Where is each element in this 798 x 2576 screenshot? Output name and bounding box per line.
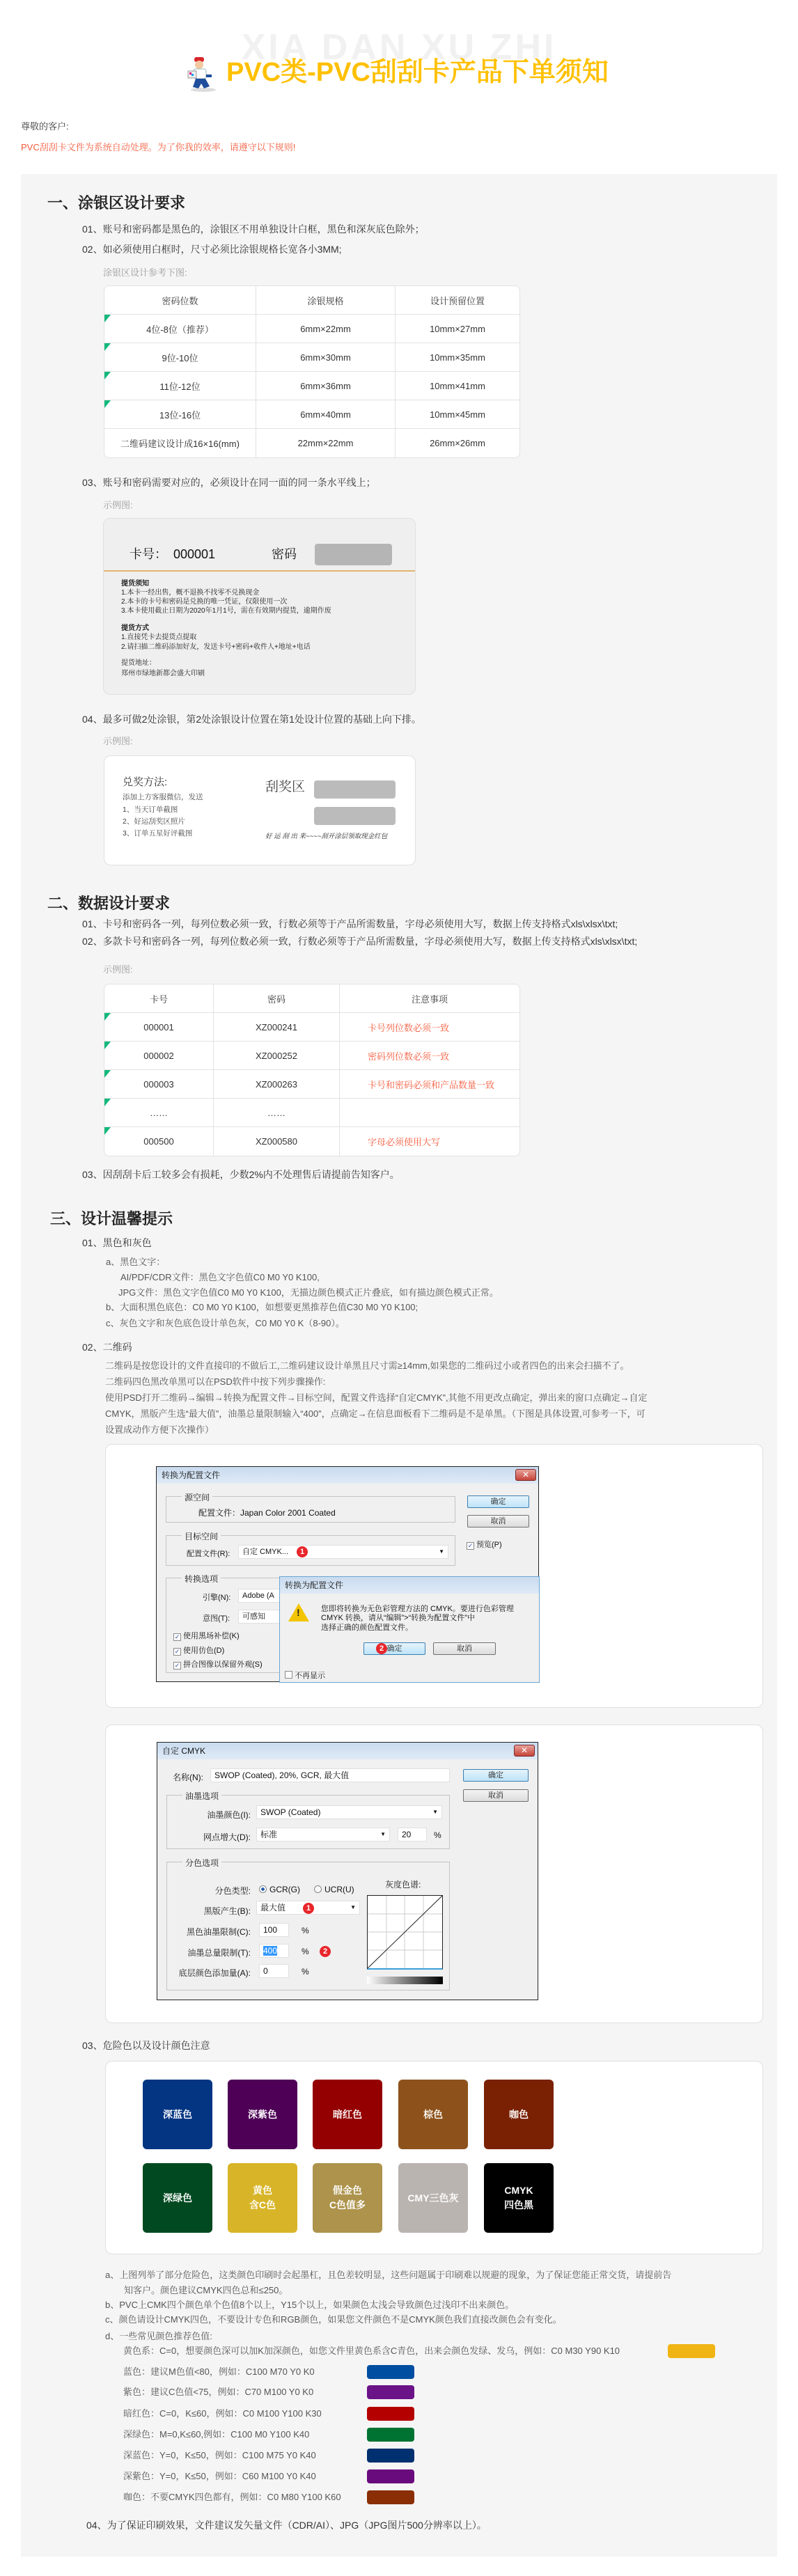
target-profile-select[interactable]	[238, 1545, 448, 1559]
gray-ramp-graph	[367, 1895, 443, 1970]
percent-sign: %	[302, 1947, 309, 1956]
cell-text: 000001	[143, 1021, 174, 1032]
total-ink-limit-label: 油墨总量限制(T):	[187, 1948, 251, 1958]
cell: 卡号列位数必须一致	[340, 1013, 519, 1042]
black-generation-label: 黑版产生(B):	[203, 1906, 251, 1916]
color-swatch	[143, 2080, 212, 2149]
cell	[104, 1013, 214, 1042]
watermark: XIA DAN XU ZHI	[241, 27, 557, 68]
notice-line: 3.本卡使用截止日期为2020年1月1号，需在有效期内提货，逾期作废	[121, 607, 331, 615]
color-sample	[367, 2449, 414, 2463]
table-row	[104, 429, 519, 457]
color-swatch	[398, 2163, 468, 2233]
color-swatch	[484, 2080, 554, 2149]
color-recommendation: 紫色：建议C色值<75，例如：C70 M100 Y0 K0	[123, 2387, 314, 2397]
swatch-label: 棕色	[423, 2108, 443, 2120]
table-row	[104, 400, 519, 429]
p01-c: c、灰色文字和灰色底色设计单色灰，C0 M0 Y0 K（8-90）。	[106, 1318, 345, 1328]
color-recommendation: 暗红色：C=0，K≤60，例如：C0 M100 Y100 K30	[123, 2408, 322, 2419]
greeting: 尊敬的客户:	[21, 121, 69, 132]
corner-marker	[104, 372, 111, 379]
mascot-icon	[185, 56, 222, 92]
notice-text: PVC刮刮卡文件为系统自动处理。为了你我的效率，请遵守以下规则!	[21, 142, 296, 152]
cell	[104, 343, 256, 372]
example-label: 示例图:	[103, 500, 133, 510]
swatch-label: CMYK	[504, 2185, 533, 2196]
checkbox-checked-icon: ✓	[174, 1633, 180, 1640]
dialog-title: 自定 CMYK	[162, 1746, 206, 1756]
black-ink-limit-label: 黑色油墨限制(C):	[187, 1927, 251, 1937]
dropdown-arrow-icon: ▼	[350, 1904, 356, 1910]
p03-title: 03、危险色以及设计颜色注意	[82, 2040, 210, 2051]
p01-b: b、大面积黑色底色：C0 M0 Y0 K100，如想要更黑推荐色值C30 M0 Y0 K100;	[106, 1302, 418, 1312]
gcr-radio[interactable]	[259, 1885, 300, 1894]
radio-selected-icon	[259, 1885, 267, 1893]
cell: 二维码建议设计成16×16(mm)	[104, 429, 256, 457]
source-profile: 配置文件：Japan Color 2001 Coated	[198, 1508, 336, 1518]
dot-gain-label: 网点增大(D):	[203, 1832, 251, 1842]
swatch-label: 暗红色	[333, 2108, 362, 2120]
silver-spec-table	[104, 285, 520, 458]
s1-ref-label: 涂银区设计参考下图:	[103, 267, 187, 278]
dialog-title: 转换为配置文件	[162, 1470, 221, 1480]
percent-sign: %	[302, 1967, 309, 1977]
ok-button[interactable]: 确定	[463, 1769, 529, 1782]
redeem-step: 3、订单五星好评截图	[123, 829, 193, 838]
select-value: 标准	[260, 1830, 278, 1839]
col-header: 卡号	[104, 984, 214, 1013]
radio-label: UCR(U)	[324, 1885, 354, 1894]
gray-ramp-label: 灰度色谱:	[385, 1880, 421, 1890]
cell	[104, 1099, 214, 1127]
total-ink-limit-input[interactable]	[259, 1944, 289, 1958]
cell	[104, 400, 256, 429]
s1-item02: 02、如必须使用白框时，尺寸必须比涂银规格长宽各小3MM;	[82, 244, 342, 255]
gold-divider	[104, 570, 415, 572]
cell	[104, 1127, 214, 1156]
black-ink-limit-input[interactable]: 100	[259, 1923, 289, 1937]
checkbox-checked-icon: ✓	[174, 1648, 180, 1655]
table-header	[104, 286, 519, 315]
example-card-2	[104, 755, 416, 865]
swatch-label: CMY三色灰	[407, 2192, 459, 2204]
warning-icon: !	[288, 1603, 309, 1621]
swatch-label: 含C色	[249, 2199, 276, 2210]
separation-type-label: 分色类型:	[214, 1886, 251, 1896]
alert-titlebar	[280, 1577, 539, 1594]
cancel-button[interactable]: 取消	[463, 1789, 529, 1802]
table-row	[104, 1013, 519, 1042]
p01-a1: AI/PDF/CDR文件：黑色文字色值C0 M0 Y0 K100,	[120, 1272, 320, 1282]
address: 郑州市绿地新都会盛大印刷	[121, 670, 205, 677]
color-recommendation: 深紫色：Y=0，K≤50，例如：C60 M100 Y0 K40	[123, 2471, 316, 2481]
cell	[104, 1070, 214, 1099]
cell: 6mm×30mm	[256, 343, 396, 372]
black-point-checkbox[interactable]	[173, 1630, 240, 1641]
source-space-group	[166, 1493, 455, 1523]
preview-checkbox[interactable]	[467, 1539, 502, 1550]
section2-heading: 二、数据设计要求	[47, 895, 171, 912]
card-no-label: 卡号：	[130, 547, 167, 561]
note-d: d、一些常见颜色推荐色值:	[105, 2331, 212, 2341]
cell: 10mm×35mm	[396, 343, 519, 372]
color-swatch	[228, 2163, 297, 2233]
table-row	[104, 343, 519, 372]
corner-marker	[104, 1099, 111, 1106]
note-a-cont: 知客户。颜色建议CMYK四色总和≤250。	[124, 2285, 288, 2295]
table-row	[104, 1070, 519, 1099]
p01-a2: JPG文件：黑色文字色值C0 M0 Y0 K100，无描边颜色模式正片叠底，如有描边颜色模式正常。	[118, 1287, 499, 1298]
table-row	[104, 1099, 519, 1127]
note-a: a、上图列举了部分危险色，这类颜色印刷时会起墨杠，且色差较明显，这些问题属于印刷难以规避的现象，为了保证您能正常交货，请提前告	[105, 2270, 672, 2280]
p02-title: 02、二维码	[82, 1342, 132, 1353]
swatch-label: 咖色	[509, 2108, 529, 2120]
cell: XZ000580	[214, 1127, 340, 1156]
notice-line: 2.本卡的卡号和密码是兑换的唯一凭证，仅限使用一次	[121, 598, 288, 606]
select-value: Adobe (A	[242, 1592, 274, 1600]
alert-title: 转换为配置文件	[285, 1580, 344, 1590]
s2-item03: 03、因刮刮卡后工较多会有损耗，少数2%内不处理售后请提前告知客户。	[82, 1169, 400, 1180]
note-b: b、PVC上CMK四个颜色单个色值8个以上，Y15个以上，如果颜色太浅会导致颜色过浅印不出来颜色。	[105, 2300, 515, 2310]
redeem-intro: 添加上方客服微信，发送	[123, 793, 203, 801]
col-header: 设计预留位置	[396, 286, 519, 315]
dither-checkbox[interactable]	[173, 1644, 224, 1656]
cell-text: 11位-12位	[159, 381, 201, 392]
page-title: PVC类-PVC刮刮卡产品下单须知	[226, 58, 609, 87]
p04-text: 04、为了保证印刷效果，文件建议发矢量文件（CDR/AI）、JPG（JPG图片500分辨率以上）。	[86, 2520, 487, 2531]
alert-message-line: 选择正确的颜色配置文件。	[321, 1624, 413, 1632]
group-legend: 源空间	[182, 1491, 212, 1503]
color-sample	[367, 2469, 414, 2483]
selected-value: 400	[263, 1946, 278, 1956]
cell: XZ000263	[214, 1070, 340, 1099]
corner-marker	[104, 400, 111, 408]
cell: ……	[214, 1099, 340, 1127]
example-label: 示例图:	[103, 736, 133, 746]
swatch-label: 四色黑	[504, 2199, 533, 2210]
dialog-titlebar	[157, 1743, 538, 1759]
step-badge: 2	[320, 1946, 331, 1957]
group-legend: 油墨选项	[182, 1790, 221, 1802]
step-badge: 2	[376, 1643, 387, 1654]
preview-label: 预览(P)	[476, 1541, 502, 1549]
cell-text: 4位-8位（推荐）	[146, 324, 214, 335]
dropdown-arrow-icon: ▼	[432, 1809, 438, 1815]
select-value: SWOP (Coated)	[260, 1807, 321, 1817]
notice-line: 1.本卡一经出售，概不退换不找零不兑换现金	[121, 589, 260, 597]
cell-text: 000002	[143, 1050, 174, 1061]
alert-ok-button[interactable]: 确定	[363, 1642, 425, 1655]
scratch-area	[314, 780, 396, 799]
swatch-label: 假金色	[333, 2185, 362, 2196]
cell: 6mm×22mm	[256, 315, 396, 343]
p01-title: 01、黑色和灰色	[82, 1237, 152, 1248]
group-legend: 分色选项	[182, 1857, 221, 1869]
color-sample	[367, 2385, 414, 2399]
col-header: 密码位数	[104, 286, 256, 315]
name-input[interactable]: SWOP (Coated), 20%, GCR, 最大值	[210, 1768, 450, 1782]
cell-text: 13位-16位	[159, 409, 201, 421]
table-row	[104, 1042, 519, 1070]
step-badge: 1	[297, 1546, 308, 1557]
dialog-titlebar	[157, 1467, 538, 1484]
color-swatch	[313, 2163, 382, 2233]
cell: XZ000252	[214, 1042, 340, 1070]
notice-title: 提货须知	[121, 580, 149, 588]
color-recommendation: 深绿色：M=0,K≤60,例如：C100 M0 Y100 K40	[123, 2429, 310, 2440]
example-label: 示例图:	[103, 964, 133, 975]
redeem-step: 2、好运刮奖区照片	[123, 817, 185, 826]
checkbox-label: 不再显示	[295, 1672, 325, 1680]
section3-heading: 三、设计温馨提示	[50, 1210, 173, 1227]
convert-profile-dialog	[156, 1466, 539, 1682]
checkbox-checked-icon: ✓	[467, 1542, 474, 1549]
address-title: 提货地址：	[121, 659, 156, 667]
s1-item03: 03、账号和密码需要对应的，必须设计在同一面的同一条水平线上；	[82, 477, 376, 488]
ucr-radio[interactable]	[314, 1885, 354, 1894]
cell-text: ……	[150, 1107, 168, 1118]
scratch-label: 刮奖区	[265, 780, 306, 794]
cell	[104, 372, 256, 400]
swatch-label: 深绿色	[163, 2192, 192, 2204]
corner-marker	[104, 343, 111, 351]
intent-label: 意图(T):	[203, 1615, 230, 1623]
dont-show-checkbox[interactable]	[285, 1670, 325, 1681]
redeem-step: 1、当天订单截图	[123, 806, 178, 814]
s1-item01: 01、账号和密码都是黑色的，涂银区不用单独设计白框，黑色和深灰底色除外；	[82, 223, 425, 235]
cancel-button[interactable]: 取消	[467, 1515, 529, 1527]
select-value: 可感知	[242, 1612, 265, 1621]
corner-marker	[104, 1013, 111, 1021]
data-example-table	[104, 984, 520, 1156]
color-swatch	[398, 2080, 468, 2149]
slogan: 好 运 刮 出 来~~~~刮开涂层领取现金红包	[265, 833, 388, 840]
cell: 10mm×45mm	[396, 400, 519, 429]
radio-icon	[314, 1885, 322, 1893]
corner-marker	[104, 1127, 111, 1135]
color-sample	[367, 2428, 414, 2442]
cell-text: 9位-10位	[162, 352, 198, 363]
select-value: 自定 CMYK...	[242, 1548, 289, 1556]
s1-item04: 04、最多可做2处涂银，第2处涂银设计位置在第1处设计位置的基础上向下排。	[82, 714, 421, 725]
s2-item02: 02、多款卡号和密码各一列，每列位数必须一致，行数必须等于产品所需数量，字母必须使用大写，数据上传支持格式xls\xlsx\txt;	[82, 936, 638, 947]
radio-label: GCR(G)	[269, 1885, 300, 1894]
cell: 22mm×22mm	[256, 429, 396, 457]
alert-message-line: 您即将转换为无色彩管理方法的 CMYK。要进行色彩管理	[321, 1605, 514, 1613]
alert-message-line: CMYK 转换，请从“编辑”>“转换为配置文件”中	[321, 1614, 475, 1622]
ink-colors-select[interactable]	[256, 1805, 442, 1819]
note-c: c、颜色请设计CMYK四色，不要设计专色和RGB颜色，如果您文件颜色不是CMYK颜色我们直接改颜色会有变化。	[105, 2314, 562, 2325]
p01-a: a、黑色文字：	[106, 1257, 166, 1267]
s2-item01: 01、卡号和密码各一列，每列位数必须一致，行数必须等于产品所需数量，字母必须使用大写，数据上传支持格式xls\xlsx\txt;	[82, 918, 618, 929]
color-recommendation: 蓝色：建议M色值<80，例如：C100 M70 Y0 K0	[123, 2366, 315, 2377]
cell: 6mm×40mm	[256, 400, 396, 429]
color-swatch	[484, 2163, 554, 2233]
table-row	[104, 315, 519, 343]
color-swatch	[228, 2080, 297, 2149]
swatch-label: 深紫色	[248, 2108, 277, 2120]
p02-line: 二维码是按您设计的文件直接印的不做后工,二维码建议设计单黑且尺寸需≥14mm,如果您的二维码过小或者四色的出来会扫描不了。	[105, 1360, 629, 1371]
section1-heading: 一、涂银区设计要求	[47, 194, 186, 212]
method-title: 提货方式	[121, 625, 149, 632]
p02-line: 设置成动作方便下次操作）	[105, 1424, 214, 1435]
col-header: 注意事项	[340, 984, 519, 1013]
cell-text: 000003	[143, 1078, 174, 1090]
dot-gain-input[interactable]: 20	[398, 1828, 427, 1841]
checkbox-label: 使用仿色(D)	[183, 1647, 225, 1655]
corner-marker	[104, 1042, 111, 1049]
alert-cancel-button[interactable]: 取消	[433, 1642, 496, 1655]
cell: XZ000241	[214, 1013, 340, 1042]
ok-button[interactable]: 确定	[467, 1495, 529, 1508]
cell: 密码列位数必须一致	[340, 1042, 519, 1070]
cell: 6mm×36mm	[256, 372, 396, 400]
color-swatch	[313, 2080, 382, 2149]
swatch-label: 深蓝色	[163, 2108, 192, 2120]
checkbox-label: 使用黑场补偿(K)	[183, 1632, 240, 1640]
cell	[340, 1099, 519, 1127]
corner-marker	[104, 1070, 111, 1078]
gray-gradient-bar	[367, 1977, 443, 1984]
cell: 字母必须使用大写	[368, 1137, 441, 1147]
swatch-label: 黄色	[253, 2185, 272, 2196]
select-value: 最大值	[260, 1903, 286, 1913]
color-sample	[367, 2407, 414, 2421]
redeem-title: 兑奖方法:	[123, 776, 168, 788]
card-no: 000001	[173, 547, 216, 561]
dropdown-arrow-icon: ▼	[380, 1831, 386, 1837]
close-button[interactable]: ✕	[515, 1469, 536, 1481]
color-recommendation: 黄色系：C=0，想要颜色深可以加K加深颜色，如您文件里黄色系含C青色，出来会颜色发绿、发乌，例如：C0 M30 Y90 K10	[123, 2346, 620, 2356]
color-recommendation: 深蓝色：Y=0，K≤50，例如：C100 M75 Y0 K40	[123, 2450, 316, 2460]
p02-line: 使用PSD打开二维码→编辑→转换为配置文件→目标空间，配置文件选择“自定CMYK”,其他不用更改点确定，弹出来的窗口点确定→自定	[105, 1392, 648, 1403]
color-sample	[668, 2344, 715, 2358]
pwd-label: 密码	[272, 547, 297, 561]
cell-text: 000500	[143, 1136, 174, 1147]
group-legend: 转换选项	[182, 1573, 221, 1585]
cell: 10mm×27mm	[396, 315, 519, 343]
dropdown-arrow-icon: ▼	[439, 1548, 444, 1555]
color-sample	[367, 2490, 414, 2504]
cell: 卡号和密码必须和产品数量一致	[340, 1070, 519, 1099]
scratch-area	[314, 807, 396, 825]
checkbox-icon	[285, 1671, 292, 1679]
alert-dialog	[279, 1576, 540, 1683]
cell	[104, 315, 256, 343]
flatten-checkbox[interactable]	[173, 1658, 263, 1670]
name-label: 名称(N):	[173, 1773, 203, 1782]
scratch-area	[315, 544, 392, 565]
method-line: 1.直接凭卡去提货点提取	[121, 634, 197, 641]
ucr-amount-label: 底层颜色添加量(A):	[178, 1968, 251, 1978]
col-header: 涂银规格	[256, 286, 396, 315]
cell	[104, 1042, 214, 1070]
col-header: 密码	[214, 984, 340, 1013]
step-badge: 1	[303, 1903, 314, 1914]
color-recommendation: 咖色：不要CMYK四色都有，例如：C0 M80 Y100 K60	[123, 2492, 341, 2502]
percent-sign: %	[302, 1926, 309, 1935]
swatch-label: C色值多	[329, 2199, 366, 2210]
color-swatch	[143, 2163, 212, 2233]
corner-marker	[104, 315, 111, 322]
ucr-amount-input[interactable]: 0	[259, 1964, 289, 1978]
p02-line: CMYK，黑版产生选“最大值”，油墨总量限制输入“400”，点确定→在信息面板看下二维码是不是单黑。（下图是具体设置,可参考一下，可	[105, 1408, 646, 1419]
checkbox-checked-icon: ✓	[174, 1662, 180, 1669]
p02-line: 二维码四色黑改单黑可以在PSD软件中按下列步骤操作:	[105, 1376, 326, 1387]
ink-colors-label: 油墨颜色(I):	[207, 1810, 251, 1820]
percent-sign: %	[434, 1830, 441, 1840]
engine-label: 引擎(N):	[203, 1594, 231, 1602]
table-row	[104, 1127, 519, 1156]
group-legend: 目标空间	[182, 1530, 221, 1542]
cell: 10mm×41mm	[396, 372, 519, 400]
close-button[interactable]: ✕	[514, 1745, 535, 1757]
example-card-1	[103, 518, 416, 695]
method-line: 2.请扫描二维码添加好友，发送卡号+密码+收件人+地址+电话	[121, 643, 311, 651]
cell: 26mm×26mm	[430, 438, 485, 448]
table-header	[104, 984, 519, 1013]
table-row	[104, 372, 519, 400]
target-profile-label: 配置文件(R):	[187, 1550, 230, 1558]
custom-cmyk-dialog	[157, 1742, 538, 2000]
color-sample	[367, 2365, 414, 2379]
dot-gain-select[interactable]	[256, 1828, 390, 1841]
checkbox-label: 拼合图像以保留外观(S)	[183, 1660, 263, 1669]
